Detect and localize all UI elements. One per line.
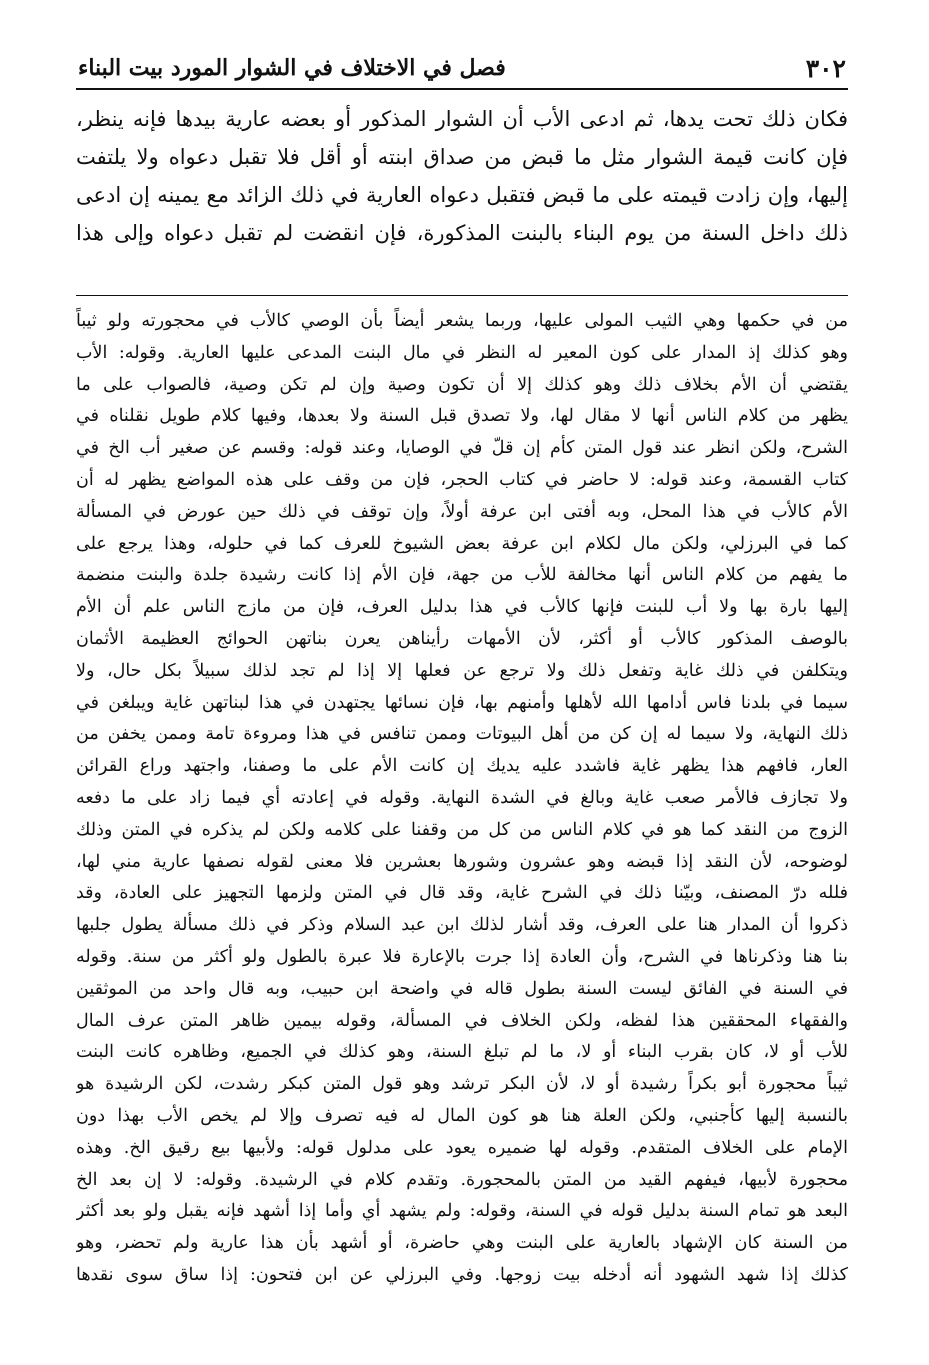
page-header <box>76 50 848 90</box>
footnote-line: ويتكلفن في ذلك غاية وتفعل ذلك ولا ترجع عن فعلها إلا إذا لم تجد لذلك سبيلاً بكل حال، ولا <box>76 660 848 681</box>
footnote-line: الزوج من النقد كما هو في كلام الناس من كل من وقفنا على كلامه ولكن لم يذكره في المتن وذلك <box>76 819 848 840</box>
running-title: فصل في الاختلاف في الشوار المورد بيت البناء <box>78 55 506 81</box>
footnote-line: سيما في بلدنا فاس أدامها الله لأهلها وأمنهم بها، فإن نسائها يجتهدن في هذا لبناتهن غاية ويبلغن في <box>76 692 848 713</box>
footnote-line: ثيباً محجورة أبو بكراً رشيدة أو لا، لأن البكر ترشد وهو قول المتن كبكر رشدت، لكن الرشيدة هو <box>76 1074 848 1095</box>
main-text-line: فكان ذلك تحت يدها، ثم ادعى الأب أن الشوار المذكور أو بعضه عارية بيدها فإنه ينظر، <box>76 107 848 131</box>
footnote-line: الإمام على الخلاف المتقدم. وقوله لها ضميره يعود على مدلول قوله: ولأبيها بيع رقيق الخ. وهذه <box>76 1137 848 1158</box>
footnote-line: الشرح، ولكن انظر عند قول المتن كأم إن قلّ في الوصايا، وعند قوله: وقسم عن صغير أب الخ في <box>76 438 848 459</box>
footnote-line: والفقهاء المحققين هذا لفظه، ولكن الخلاف في المسألة، وقوله بيمين ظاهر المتن عرف المال <box>76 1010 848 1031</box>
footnote-line: كما في البرزلي، ولكن مال لكلام ابن عرفة بعض الشيوخ للعرف كما في حلوله، وهذا يرجع على <box>76 533 848 554</box>
footnote-line: من السنة كان الإشهاد بالعارية على البنت وهي حاضرة، أو أشهد بأن هذا عارية ولم تحضر، وهو <box>76 1233 848 1254</box>
footnote-line: محجورة لأبيها، فيفهم القيد من المتن بالمحجورة. وتقدم كلام في الرشيدة. وقوله: لا إن بعد الخ <box>76 1169 848 1190</box>
footnote-line: وهو كذلك إذ المدار على كون المعير له النظر في مال البنت المدعى عليها العارية. وقوله: الأب <box>76 342 848 363</box>
footnote-line: بالنسبة إليها كأجنبي، ولكن العلة هنا هو كون المال له فيه تصرف وإلا لم يخص الأب بهذا دون <box>76 1105 848 1126</box>
page-number: ٣٠٢ <box>805 54 846 83</box>
footnote-line: في السنة في الفائق ليست السنة بطول قاله في واضحة ابن حبيب، وبه قال واحد من الموثقين <box>76 978 848 999</box>
footnote-line: من في حكمها وهي الثيب المولى عليها، وربما يشعر أيضاً بأن الوصي كالأب في محجورته ولو ثيباً <box>76 311 848 331</box>
main-text-line: إليها، وإن زادت قيمته على ما قبض فتقبل دعواه العارية في ذلك الزائد مع يمينه إن ادعى <box>76 183 848 207</box>
footnote-line: يظهر من كلام الناس أنها لا مقال لها، ولا تصدق قبل السنة ولا بعدها، وفيها كلام طويل نقلناه في <box>76 406 848 427</box>
main-text <box>76 100 848 288</box>
footnote-line: ما يفهم من كلام الناس أنها مخالفة للأب من جهة، فإن الأم إذا كانت رشيدة جلدة والبنت منضمة <box>76 565 848 586</box>
main-text-line: ذلك داخل السنة من يوم البناء بالبنت المذكورة، فإن انقضت لم تقبل دعواه وإلى هذا <box>76 221 848 245</box>
footnote-line: بالوصف المذكور كالأب أو أكثر، لأن الأمهات رأيناهن يعرن بناتهن الحوائج العظيمة الأثمان <box>76 628 848 649</box>
footnote-line: ذكروا أن المدار هنا على العرف، وقد أشار لذلك ابن عبد السلام وذكر في ذلك مسألة يطول جلبها <box>76 915 848 936</box>
footnote-line: للأب أو لا، كان بقرب البناء أو لا، ما لم تبلغ السنة، وهو كذلك في الجميع، وظاهره كانت البنت <box>76 1042 848 1063</box>
footnote-commentary <box>76 306 848 1326</box>
main-text-line: فإن كانت قيمة الشوار مثل ما قبض من صداق ابنته أو أقل فلا تقبل دعواه ولا يلتفت <box>76 145 848 169</box>
footnote-line: الأم كالأب في هذا المحل، وبه أفتى ابن عرفة أولاً، وإن توقف في ذلك حين عورض في المسألة <box>76 501 848 522</box>
footnote-separator <box>76 295 848 296</box>
book-page <box>76 50 848 1326</box>
footnote-line: ولا تجازف فالأمر صعب غاية وبالغ في الشدة النهاية. وقوله في إعادته أي فيما زاد على ما دفعه <box>76 787 848 808</box>
footnote-line: العار، فافهم هذا يظهر غاية فاشدد عليه يديك إن كانت الأم على ما وصفنا، واجتهد وراع القرائن <box>76 756 848 777</box>
footnote-line: بنا هنا وذكرناها في الشرح، وأن العادة إذا جرت بالإعارة فلا عبرة بالطول ولو أكثر من سنة. وقوله <box>76 946 848 967</box>
footnote-line: البعد هو تمام السنة بدليل قوله في السنة، وقوله: ولم يشهد أي وأما إذا أشهد فإنه يقبل ولو بعد أكثر <box>76 1201 848 1222</box>
footnote-line: كذلك إذا شهد الشهود أنه أدخله بيت زوجها. وفي البرزلي عن ابن فتحون: إذا ساق سوى نقدها <box>76 1264 848 1285</box>
footnote-line: ذلك النهاية، ولا سيما له إن كن من أهل البيوتات وممن تنافس في هذا ومروءة تامة وممن يخفن من <box>76 724 848 745</box>
footnote-line: كتاب القسمة، وعند قوله: لا حاضر في كتاب الحجر، فإن من وقف على هذه المواضع يظهر له أن <box>76 469 848 490</box>
footnote-line: إليها بارة بها ولا أب للبنت فإنها كالأب في هذا بدليل العرف، فإن من مازج الناس علم أن الأم <box>76 597 848 618</box>
footnote-line: فلله درّ المصنف، وبيّنا ذلك في الشرح غاية، وقد قال في المتن ولزمها التجهيز على العادة، وقد <box>76 883 848 904</box>
footnote-line: يقتضي أن الأم بخلاف ذلك وهو كذلك إلا أن تكون وصية وإن لم تكن وصية، فالصواب على ما <box>76 374 848 395</box>
footnote-line: لوضوحه، لأن النقد إذا قبضه وهو عشرون وشورها بعشرين فلا معنى لقوله نصفها عارية مني لها، <box>76 851 848 872</box>
